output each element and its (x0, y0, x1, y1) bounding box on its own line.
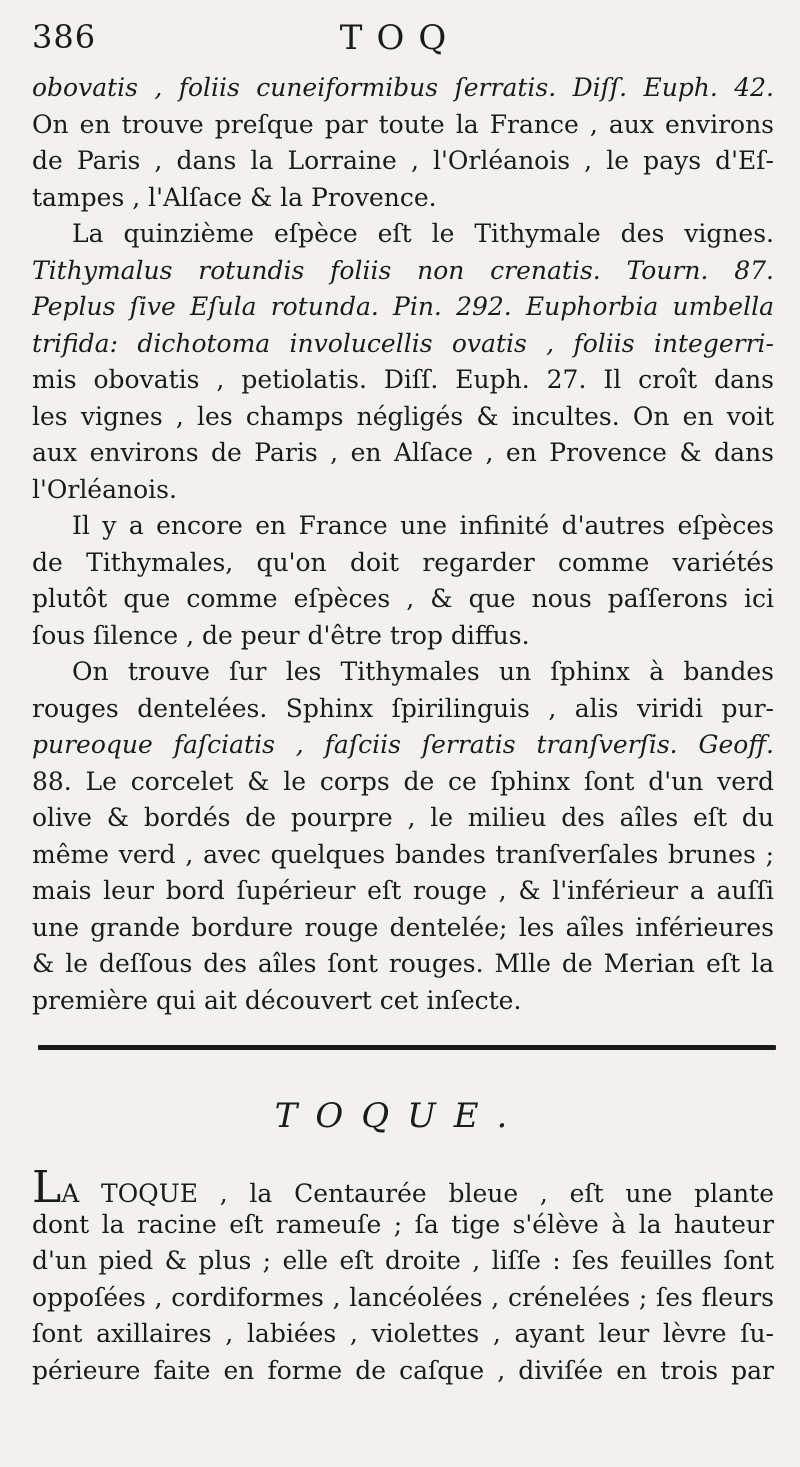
text-line: l'Orléanois. (32, 474, 177, 504)
page-number: 386 (32, 18, 97, 56)
text-line: première qui ait découvert cet inſecte. (32, 985, 522, 1015)
text-line: dont la racine eſt rameuſe ; ſa tige s'élève à la hauteur (32, 1209, 774, 1239)
page-header (32, 18, 768, 72)
text-line: tampes , l'Alſace & la Provence. (32, 182, 437, 212)
text-line: de Paris , dans la Lorraine , l'Orléanois , le pays d'Eſ- (32, 146, 774, 175)
text-line: 88. Le corcelet & le corps de ce ſphinx ſont d'un verd (32, 766, 774, 796)
text-line: obovatis , foliis cuneiformibus ſerratis. Diſſ. Euph. 42. (32, 73, 774, 102)
text-line: Il y a encore en France une infinité d'autres eſpèces (72, 511, 774, 540)
text-line: mais leur bord ſupérieur eſt rouge , & l'inférieur a auſſi (32, 876, 774, 905)
text-line: plutôt que comme eſpèces , & que nous paſſerons ici (32, 584, 774, 613)
text-line: aux environs de Paris , en Alſace , en Provence & dans (32, 438, 774, 467)
section-heading: TOQUE. (274, 1096, 526, 1136)
text-line: On trouve ſur les Tithymales un ſphinx à bandes (72, 657, 774, 686)
text-line: oppoſées , cordiformes , lancéolées , crénelées ; ſes fleurs (32, 1282, 774, 1312)
text-line: Tithymalus rotundis foliis non crenatis. Tourn. 87. (32, 255, 774, 285)
text-line (32, 1170, 774, 1207)
section-divider (38, 1045, 776, 1050)
text-line: d'un pied & plus ; elle eſt droite , liſſe : ſes feuilles ſont (32, 1246, 774, 1275)
text-line: ſont axillaires , labiées , violettes , ayant leur lèvre ſu- (32, 1319, 774, 1348)
text-line: Peplus ſive Eſula rotunda. Pin. 292. Euphorbia umbella (32, 292, 774, 321)
text-line: La quinzième eſpèce eſt le Tithymale des vignes. (72, 219, 774, 248)
text-line: les vignes , les champs négligés & incultes. On en voit (32, 401, 774, 431)
text-line: trifida: dichotoma involucellis ovatis , foliis integerri- (32, 328, 774, 358)
text-line: périeure faite en forme de caſque , diviſée en trois par (32, 1355, 774, 1385)
text-line: On en trouve preſque par toute la France , aux environs (32, 109, 774, 139)
text-line: même verd , avec quelques bandes tranſverſales brunes ; (32, 839, 774, 869)
text-line: une grande bordure rouge dentelée; les aîles inférieures (32, 912, 774, 942)
text-line: rouges dentelées. Sphinx ſpirilinguis , alis viridi pur- (32, 693, 774, 723)
text-block-2 (32, 1170, 774, 1389)
text-line: pureoque faſciatis , faſciis ſerratis tranſverſis. Geoff. (32, 730, 774, 759)
text-line: olive & bordés de pourpre , le milieu des aîles eſt du (32, 803, 774, 832)
text-line: de Tithymales, qu'on doit regarder comme variétés (32, 547, 774, 577)
running-title: TOQ (339, 18, 461, 58)
text-line: ſous ſilence , de peur d'être trop diffus. (32, 620, 530, 650)
first-line-rest: A TOQUE , la Centaurée bleue , eſt une plante (61, 1179, 774, 1207)
drop-cap: L (32, 1170, 62, 1207)
text-line: mis obovatis , petiolatis. Diſſ. Euph. 27. Il croît dans (32, 365, 774, 394)
text-line: & le deſſous des aîles ſont rouges. Mlle de Merian eſt la (32, 949, 774, 978)
text-block-1 (32, 70, 774, 1019)
